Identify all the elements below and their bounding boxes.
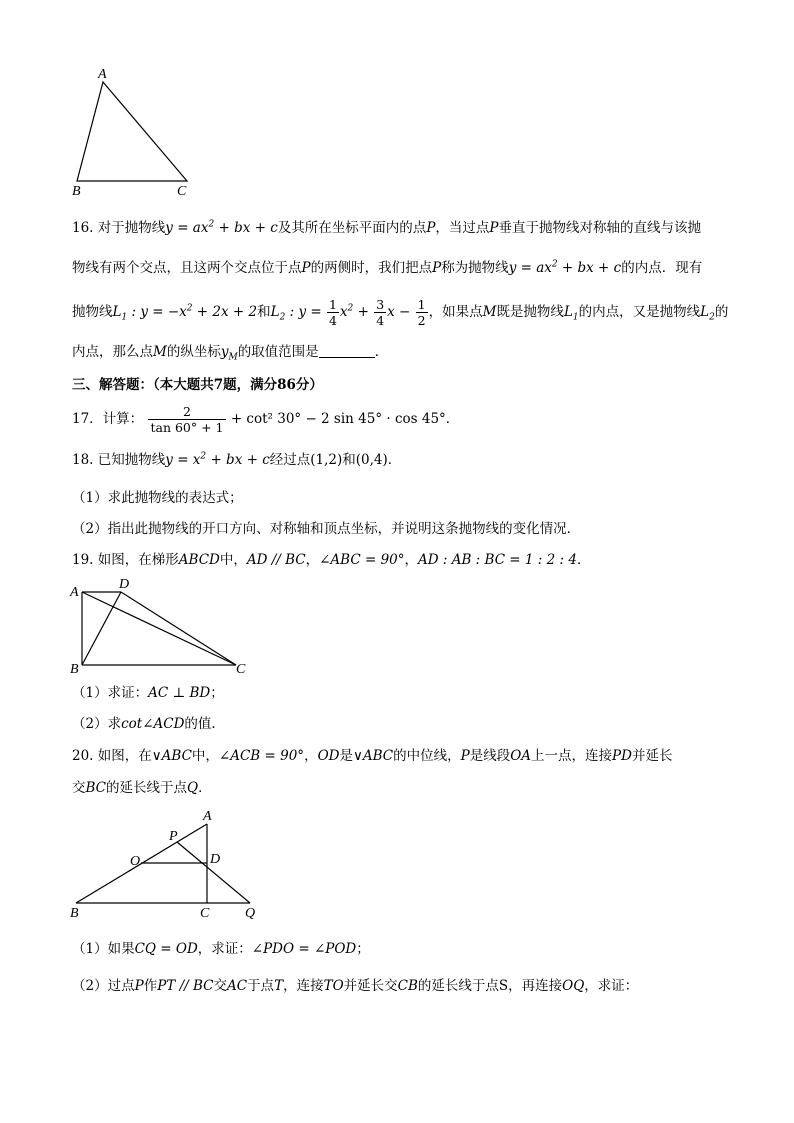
label-p: P (169, 829, 178, 844)
q18-part-2: （2）指出此抛物线的开口方向、对称轴和顶点坐标，并说明这条抛物线的变化情况． (72, 521, 581, 537)
figure-triangle-abc (66, 64, 196, 200)
label-a: A (70, 585, 79, 600)
diagonal-bd (82, 592, 121, 665)
answer-blank[interactable] (319, 343, 375, 358)
label-c: C (236, 662, 246, 677)
figure-triangle-abc-q20 (66, 806, 276, 924)
triangle-shape (77, 82, 187, 181)
label-q: Q (245, 906, 256, 921)
q18-line: 18. 已知抛物线$y = x^2$ + bx + c经过点(1,2)和(0,4)． (72, 451, 402, 468)
q19-line: 19. 如图，在梯形ABCD中，AD // BC，∠ABC = 90°，AD : AB : BC = 1 : 2 : 4． (72, 552, 591, 568)
q18-part-1: （1）求此抛物线的表达式； (72, 490, 243, 506)
q17-line: 17．计算： $\frac{2}{\tan 60^\circ + 1}$ + cot² 30° − 2 sin 45° · cos 45°． (72, 404, 460, 435)
q20-number: 20. (72, 748, 94, 764)
section-3-heading: 三、解答题：（本大题共7题，满分86分） (72, 377, 323, 393)
q19-part-2: （2）求cot∠ACD的值． (72, 716, 225, 732)
label-c: C (177, 184, 187, 199)
label-b: B (70, 662, 79, 677)
q17-expression: + cot² 30° − 2 sin 45° · cos 45°． (230, 411, 460, 427)
label-d: D (210, 852, 221, 867)
label-a: A (98, 67, 107, 82)
q16-line-3: 抛物线$L_1$ : $y = -x^2 + 2x + 2$和$L_2$ : y = $\frac{1}{4}$ $x^2$ + $\frac{3}{4}$ x − $\frac{1}{2}$ ，如果点M既是抛物线$L_1$的内点，又是抛物线$L_2$的 (72, 297, 729, 328)
math-l1: $L_1$ : $y = -x^2 + 2x + 2$ (112, 303, 258, 323)
math-l2: $L_2$ : y = (270, 304, 326, 323)
q20-line-1: 20. 如图，在∨ABC中，∠ACB = 90°，OD是∨ABC的中位线，P是线段OA上一点，连接PD并延长 (72, 748, 673, 764)
q18-number: 18. (72, 452, 94, 468)
label-c: C (200, 906, 210, 921)
label-d: D (119, 577, 130, 592)
math-parabola: $y = ax^2$ + bx + c (165, 219, 278, 236)
diagonal-ac (82, 592, 236, 665)
q20-line-2: 交BC的延长线于点Q． (72, 780, 212, 796)
label-a: A (203, 809, 212, 824)
q16-line-4: 内点，那么点M的纵坐标$y_M$的取值范围是 ． (72, 344, 389, 363)
q17-fraction: $\frac{2}{\tan 60^\circ + 1}$ (150, 404, 224, 435)
q16-line-2: 物线有两个交点，且这两个交点位于点P的两侧时，我们把点P称为抛物线$y = ax^2$ + bx + c的内点．现有 (72, 259, 703, 276)
q17-number: 17． (72, 411, 103, 427)
label-b: B (72, 184, 81, 199)
q19-part-1: （1）求证：AC ⊥ BD； (72, 685, 224, 701)
q19-number: 19. (72, 552, 94, 568)
label-o: O (130, 854, 141, 869)
q16-line-1: 16. 对于抛物线$y = ax^2$ + bx + c及其所在坐标平面内的点P，当过点P垂直于抛物线对称轴的直线与该抛 (72, 219, 701, 236)
q16-number: 16. (72, 220, 94, 236)
figure-trapezoid-abcd (66, 574, 256, 678)
label-b: B (70, 906, 79, 921)
q20-part-1: （1）如果CQ = OD，求证：∠PDO = ∠POD； (72, 941, 370, 957)
q20-part-2: （2）过点P作PT // BC交AC于点T，连接TO并延长交CB的延长线于点S，再连接OQ，求证： (72, 978, 639, 994)
